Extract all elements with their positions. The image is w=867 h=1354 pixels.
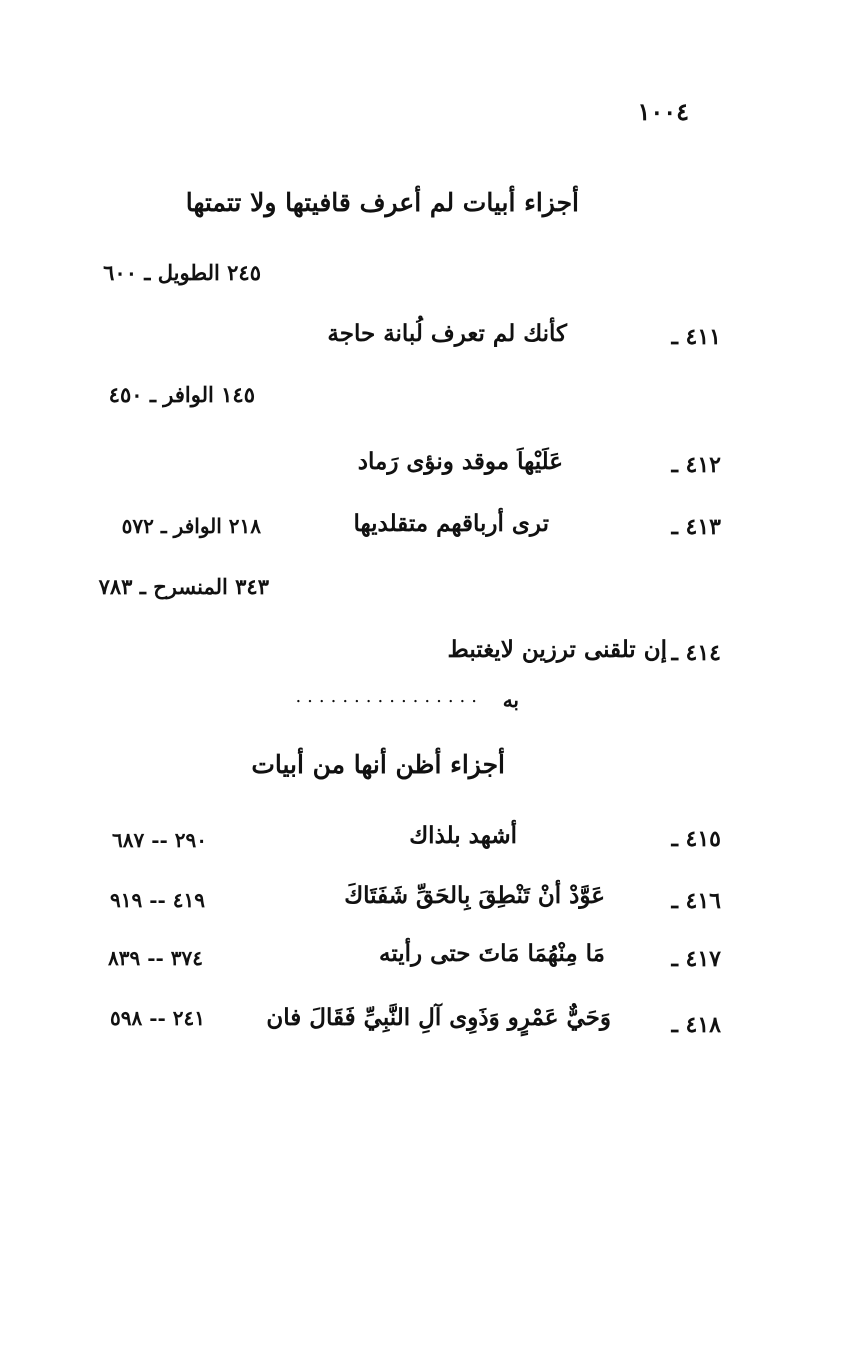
verse-text-414: إن تلقنى ترزين لايغتبط [447,636,667,663]
verse-text-415: أشهد بلذاك [409,822,517,849]
meter-reference: ٢٤٥ الطويل ـ ٦٠٠ [103,260,261,285]
entry-number-411: ٤١١ ـ [671,324,721,350]
verse-reference-413: ٢١٨ الوافر ـ ٥٧٢ [121,514,261,538]
verse-text-418: وَحَيٌّ عَمْرٍو وَذَوِى آلِ النَّبِيِّ فَقَالَ فان [266,1004,611,1031]
entry-number-413: ٤١٣ ـ [671,514,721,540]
entry-number-416: ٤١٦ ـ [671,888,721,914]
verse-reference-415: ٢٩٠ -- ٦٨٧ [112,828,207,852]
verse-text-417: مَا مِنْهُمَا مَاتَ حتى رأيته [378,940,605,967]
verse-text-411: كأنك لم تعرف لُبانة حاجة [327,320,567,347]
page-number: ١٠٠٤ [637,97,689,126]
verse-text-413: ترى أرباقهم متقلديها [353,510,549,537]
entry-number-414: ٤١٤ ـ [671,640,721,666]
entry-number-417: ٤١٧ ـ [671,946,721,972]
verse-text-412: عَلَيْهاَ موقد ونؤى رَماد [357,448,563,475]
verse-reference-416: ٤١٩ -- ٩١٩ [110,888,205,912]
verse-reference-418: ٢٤١ -- ٥٩٨ [110,1006,205,1030]
ellipsis-gap-414: ................ [295,686,483,707]
verse-text-416: عَوَّدْ أنْ تَنْطِقَ بِالحَقِّ شَفَتَاكَ [344,882,605,909]
section-heading-partial-verses: أجزاء أظن أنها من أبيات [251,750,505,779]
verse-reference-417: ٣٧٤ -- ٨٣٩ [108,946,203,970]
entry-number-412: ٤١٢ ـ [671,452,721,478]
entry-number-418: ٤١٨ ـ [671,1012,721,1038]
meter-reference: ٣٤٣ المنسرح ـ ٧٨٣ [98,574,269,599]
meter-reference: ١٤٥ الوافر ـ ٤٥٠ [108,382,255,407]
section-heading-unknown-rhymes: أجزاء أبيات لم أعرف قافيتها ولا تتمتها [185,188,579,217]
entry-number-415: ٤١٥ ـ [671,826,721,852]
verse-continuation-414: به [502,688,519,712]
